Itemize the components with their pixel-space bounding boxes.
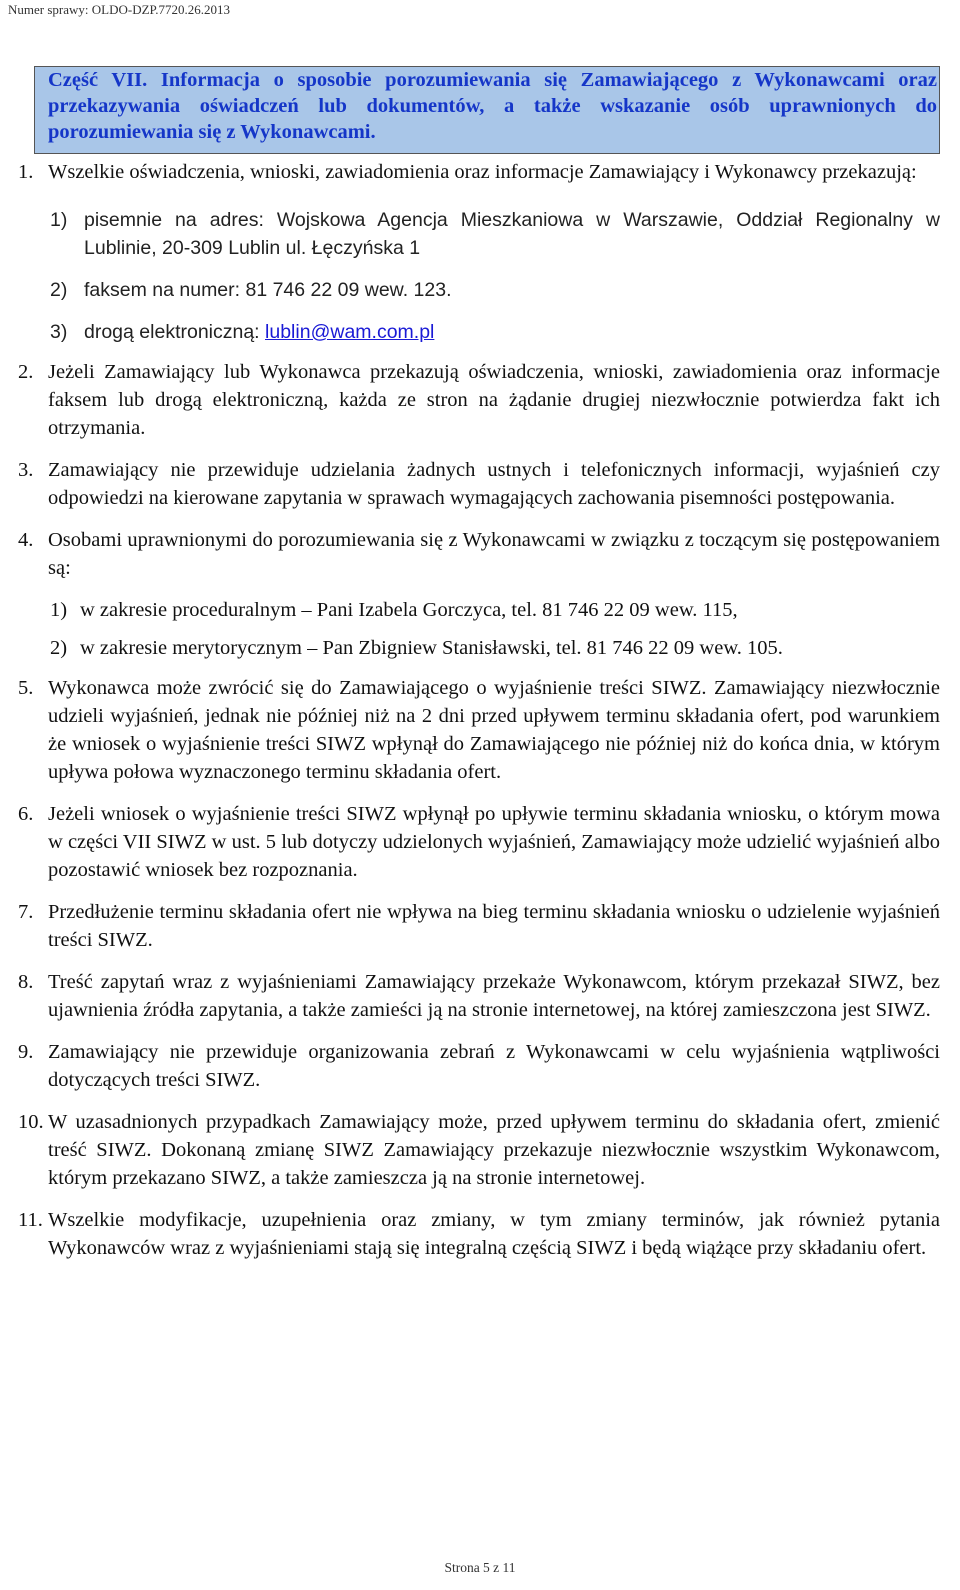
paragraph-number: 3.: [18, 459, 34, 481]
paragraph-text: Wszelkie modyfikacje, uzupełnienia oraz zmiany, w tym zmiany terminów, jak również pytania Wykonawców wraz z wyjaśnieniami stają się integralną częścią SIWZ i będą wiążące przy składaniu ofert.: [48, 1209, 940, 1259]
item-number: 2): [50, 279, 68, 301]
item-number: 1): [50, 209, 68, 231]
section-header: Część VII. Informacja o sposobie porozumiewania się Zamawiającego z Wykonawcami oraz przekazywania oświadczeń lub dokumentów, a także wskazanie osób uprawnionych do porozumiewania się z Wykonawcami.: [48, 69, 937, 143]
paragraph-6: [18, 800, 940, 884]
paragraph-number: 4.: [18, 529, 34, 551]
page-number: Strona 5 z 11: [444, 1560, 516, 1575]
item-text: faksem na numer: 81 746 22 09 wew. 123.: [84, 279, 452, 301]
paragraph-text: W uzasadnionych przypadkach Zamawiający może, przed upływem terminu do składania ofert, zmienić treść SIWZ. Dokonaną zmianę SIWZ Zamawiający przekazuje niezwłocznie wszystkim Wykonawcom, którym przekazano SIWZ, a także zamieszcza ją na stronie internetowej.: [48, 1111, 940, 1189]
paragraph-text: Zamawiający nie przewiduje udzielania żadnych ustnych i telefonicznych informacji, wyjaśnień czy odpowiedzi na kierowane zapytania w sprawach wymagających zachowania pisemności postępowania.: [48, 459, 940, 509]
paragraph-number: 10.: [18, 1111, 44, 1133]
item-text: drogą elektroniczną:: [84, 321, 260, 343]
paragraph-9: [18, 1038, 940, 1094]
paragraph-number: 11.: [18, 1209, 43, 1231]
paragraph-text: Treść zapytań wraz z wyjaśnieniami Zamawiający przekaże Wykonawcom, którym przekazał SIWZ, bez ujawnienia źródła zapytania, a także zamieści ją na stronie internetowej, na której zamieszczona jest SIWZ.: [48, 971, 940, 1021]
case-number: Numer sprawy: OLDO-DZP.7720.26.2013: [8, 2, 231, 17]
paragraph-10: [18, 1108, 940, 1192]
paragraph-number: 9.: [18, 1041, 34, 1063]
paragraph-1: [18, 158, 940, 186]
paragraph-number: 8.: [18, 971, 34, 993]
email-link[interactable]: lublin@wam.com.pl: [265, 321, 435, 343]
paragraph-number: 2.: [18, 361, 34, 383]
paragraph-8: [18, 968, 940, 1024]
item-text: pisemnie na adres: Wojskowa Agencja Mieszkaniowa w Warszawie, Oddział Regionalny w Lublinie, 20-309 Lublin ul. Łęczyńska 1: [84, 209, 940, 259]
paragraph-text: Wykonawca może zwrócić się do Zamawiającego o wyjaśnienie treści SIWZ. Zamawiający niezwłocznie udzieli wyjaśnień, jednak nie później niż na 2 dni przed upływem terminu składania ofert, pod warunkiem że wniosek o wyjaśnienie treści SIWZ wpłynął do Zamawiającego nie później niż do końca dnia, w którym upływa połowa wyznaczonego terminu składania ofert.: [48, 677, 940, 783]
item-number: 3): [50, 321, 68, 343]
paragraph-number: 5.: [18, 677, 34, 699]
list-item: [50, 634, 940, 662]
paragraph-5: [18, 674, 940, 786]
paragraph-text: Osobami uprawnionymi do porozumiewania się z Wykonawcami w związku z toczącym się postępowaniem są:: [48, 529, 940, 579]
paragraph-text: Jeżeli wniosek o wyjaśnienie treści SIWZ wpłynął po upływie terminu składania wniosku, o którym mowa w części VII SIWZ w ust. 5 lub dotyczy udzielonych wyjaśnień, Zamawiający może udzielić wyjaśnień albo pozostawić wniosek bez rozpoznania.: [48, 803, 940, 881]
item-number: 1): [50, 599, 68, 621]
list-item: [50, 206, 940, 262]
paragraph-2: [18, 358, 940, 442]
paragraph-3: [18, 456, 940, 512]
paragraph-number: 7.: [18, 901, 34, 923]
item-number: 2): [50, 637, 68, 659]
list-item: [50, 596, 940, 624]
paragraph-text: Wszelkie oświadczenia, wnioski, zawiadomienia oraz informacje Zamawiający i Wykonawcy przekazują:: [48, 161, 917, 183]
paragraph-7: [18, 898, 940, 954]
paragraph-4: [18, 526, 940, 582]
paragraph-text: Przedłużenie terminu składania ofert nie wpływa na bieg terminu składania wniosku o udzielenie wyjaśnień treści SIWZ.: [48, 901, 940, 951]
item-text: w zakresie merytorycznym – Pan Zbigniew Stanisławski, tel. 81 746 22 09 wew. 105.: [80, 637, 783, 659]
list-item: [50, 276, 940, 304]
paragraph-number: 6.: [18, 803, 34, 825]
paragraph-text: Jeżeli Zamawiający lub Wykonawca przekazują oświadczenia, wnioski, zawiadomienia oraz informacje faksem lub drogą elektroniczną, każda ze stron na żądanie drugiej niezwłocznie potwierdza fakt ich otrzymania.: [48, 361, 940, 439]
list-item: [50, 318, 940, 346]
item-text: w zakresie proceduralnym – Pani Izabela Gorczyca, tel. 81 746 22 09 wew. 115,: [80, 599, 738, 621]
document-body: [18, 158, 940, 1262]
paragraph-text: Zamawiający nie przewiduje organizowania zebrań z Wykonawcami w celu wyjaśnienia wątpliwości dotyczących treści SIWZ.: [48, 1041, 940, 1091]
paragraph-11: [18, 1206, 940, 1262]
paragraph-number: 1.: [18, 161, 34, 183]
